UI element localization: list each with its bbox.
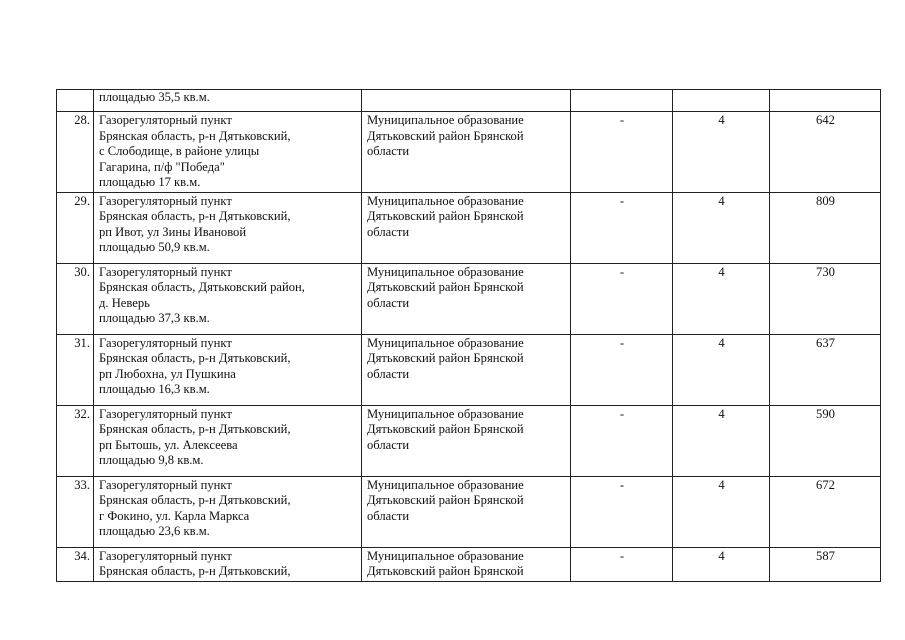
row-number: 31. [74, 335, 90, 350]
value-dash: - [619, 477, 625, 492]
object-line: Газорегуляторный пункт [99, 406, 232, 421]
object-line: Газорегуляторный пункт [99, 335, 232, 350]
object-line: Брянская область, р-н Дятьковский, [99, 422, 291, 436]
owner-line: Муниципальное образование [367, 113, 524, 127]
cell-object [94, 334, 362, 405]
owner-line: Дятьковский район Брянской [367, 128, 524, 143]
owner-line: области [367, 144, 410, 158]
table-row-continued [57, 90, 881, 112]
cell-number [57, 90, 94, 112]
object-line: Гагарина, п/ф "Победа" [99, 159, 225, 174]
cell-owner [362, 334, 571, 405]
object-line: рп Бытошь, ул. Алексеева [99, 437, 238, 452]
object-line: с Слободище, в районе улицы [99, 144, 260, 158]
table-row [57, 263, 881, 334]
table-row [57, 192, 881, 263]
object-line: Газорегуляторный пункт [99, 477, 232, 492]
cell-col-c [770, 90, 881, 112]
owner-line: Муниципальное образование [367, 264, 524, 279]
object-line: Брянская область, Дятьковский район, [99, 280, 305, 294]
owner-line: Муниципальное образование [367, 477, 524, 492]
cell-col-b [673, 263, 770, 334]
cell-owner [362, 547, 571, 581]
object-line: площадью 17 кв.м. [99, 175, 201, 189]
cell-col-b [673, 405, 770, 476]
cell-object [94, 112, 362, 193]
cell-col-a [571, 112, 673, 193]
owner-line: области [367, 224, 410, 239]
cell-object [94, 405, 362, 476]
cell-number [57, 263, 94, 334]
cell-col-a [571, 263, 673, 334]
owner-line: области [367, 295, 410, 310]
cell-number [57, 334, 94, 405]
value-b: 4 [718, 477, 725, 492]
cell-col-b [673, 334, 770, 405]
table-row [57, 334, 881, 405]
row-number: 32. [74, 406, 90, 421]
owner-line: Муниципальное образование [367, 335, 524, 350]
cell-number [57, 547, 94, 581]
cell-col-c [770, 112, 881, 193]
cell-object [94, 547, 362, 581]
object-line: рп Ивот, ул Зины Ивановой [99, 224, 247, 239]
cell-col-c [770, 263, 881, 334]
owner-line: Дятьковский район Брянской [367, 209, 524, 223]
cell-col-a [571, 192, 673, 263]
cell-col-a [571, 476, 673, 547]
cell-col-b [673, 112, 770, 193]
value-c: 809 [816, 193, 835, 208]
cell-col-a [571, 405, 673, 476]
object-line: г Фокино, ул. Карла Маркса [99, 508, 250, 523]
cell-number [57, 112, 94, 193]
cell-col-b [673, 547, 770, 581]
table-row [57, 405, 881, 476]
row-number: 29. [74, 193, 90, 208]
value-c: 587 [816, 548, 835, 563]
value-dash: - [619, 264, 625, 279]
cell-col-a [571, 334, 673, 405]
value-dash: - [619, 193, 625, 208]
object-line: Газорегуляторный пункт [99, 113, 232, 127]
value-b: 4 [718, 548, 725, 563]
cell-col-a [571, 547, 673, 581]
value-c: 672 [816, 477, 835, 492]
cell-object [94, 192, 362, 263]
row-number: 30. [74, 264, 90, 279]
owner-line: Дятьковский район Брянской [367, 564, 524, 578]
table-row [57, 547, 881, 581]
cell-col-b [673, 192, 770, 263]
owner-line: Дятьковский район Брянской [367, 422, 524, 436]
cell-col-c [770, 547, 881, 581]
table-row [57, 476, 881, 547]
cell-object [94, 263, 362, 334]
cell-owner [362, 112, 571, 193]
value-dash: - [619, 548, 625, 563]
cell-object [94, 90, 362, 112]
cell-owner [362, 263, 571, 334]
cell-owner [362, 192, 571, 263]
value-c: 637 [816, 335, 835, 350]
value-b: 4 [718, 335, 725, 350]
row-number: 28. [74, 113, 90, 127]
value-b: 4 [718, 193, 725, 208]
owner-line: Муниципальное образование [367, 406, 524, 421]
row-number: 33. [74, 477, 90, 492]
value-b: 4 [718, 264, 725, 279]
object-line: Брянская область, р-н Дятьковский, [99, 209, 291, 223]
object-line: Газорегуляторный пункт [99, 193, 232, 208]
document-page [56, 89, 880, 582]
owner-line: Дятьковский район Брянской [367, 280, 524, 294]
object-line: площадью 37,3 кв.м. [99, 311, 210, 325]
object-line: площадью 50,9 кв.м. [99, 240, 210, 254]
object-line: площадью 9,8 кв.м. [99, 453, 204, 467]
table-row [57, 112, 881, 193]
cell-col-b [673, 476, 770, 547]
object-line: площадью 16,3 кв.м. [99, 382, 210, 396]
cell-owner [362, 405, 571, 476]
object-line: площадью 35,5 кв.м. [99, 90, 210, 104]
value-dash: - [619, 113, 625, 127]
owner-line: области [367, 508, 410, 523]
object-line: рп Любохна, ул Пушкина [99, 366, 236, 381]
object-line: Брянская область, р-н Дятьковский, [99, 493, 291, 507]
table-body [57, 90, 881, 582]
value-c: 642 [816, 113, 835, 127]
cell-object [94, 476, 362, 547]
cell-owner [362, 476, 571, 547]
object-line: д. Неверь [99, 295, 150, 310]
object-line: Газорегуляторный пункт [99, 264, 232, 279]
object-line: Брянская область, р-н Дятьковский, [99, 564, 291, 578]
object-line: Брянская область, р-н Дятьковский, [99, 128, 291, 143]
cell-number [57, 405, 94, 476]
cell-col-b [673, 90, 770, 112]
object-line: Брянская область, р-н Дятьковский, [99, 351, 291, 365]
value-b: 4 [718, 406, 725, 421]
cell-owner [362, 90, 571, 112]
value-c: 590 [816, 406, 835, 421]
owner-line: Муниципальное образование [367, 548, 524, 563]
owner-line: Муниципальное образование [367, 193, 524, 208]
cell-col-c [770, 334, 881, 405]
owner-line: Дятьковский район Брянской [367, 351, 524, 365]
property-table [56, 89, 881, 582]
object-line: площадью 23,6 кв.м. [99, 524, 210, 538]
object-line: Газорегуляторный пункт [99, 548, 232, 563]
cell-col-c [770, 192, 881, 263]
value-dash: - [619, 335, 625, 350]
cell-col-a [571, 90, 673, 112]
owner-line: области [367, 366, 410, 381]
value-dash: - [619, 406, 625, 421]
row-number: 34. [74, 548, 90, 563]
cell-col-c [770, 405, 881, 476]
cell-col-c [770, 476, 881, 547]
owner-line: Дятьковский район Брянской [367, 493, 524, 507]
owner-line: области [367, 437, 410, 452]
cell-number [57, 476, 94, 547]
cell-number [57, 192, 94, 263]
value-b: 4 [718, 113, 725, 127]
value-c: 730 [816, 264, 835, 279]
